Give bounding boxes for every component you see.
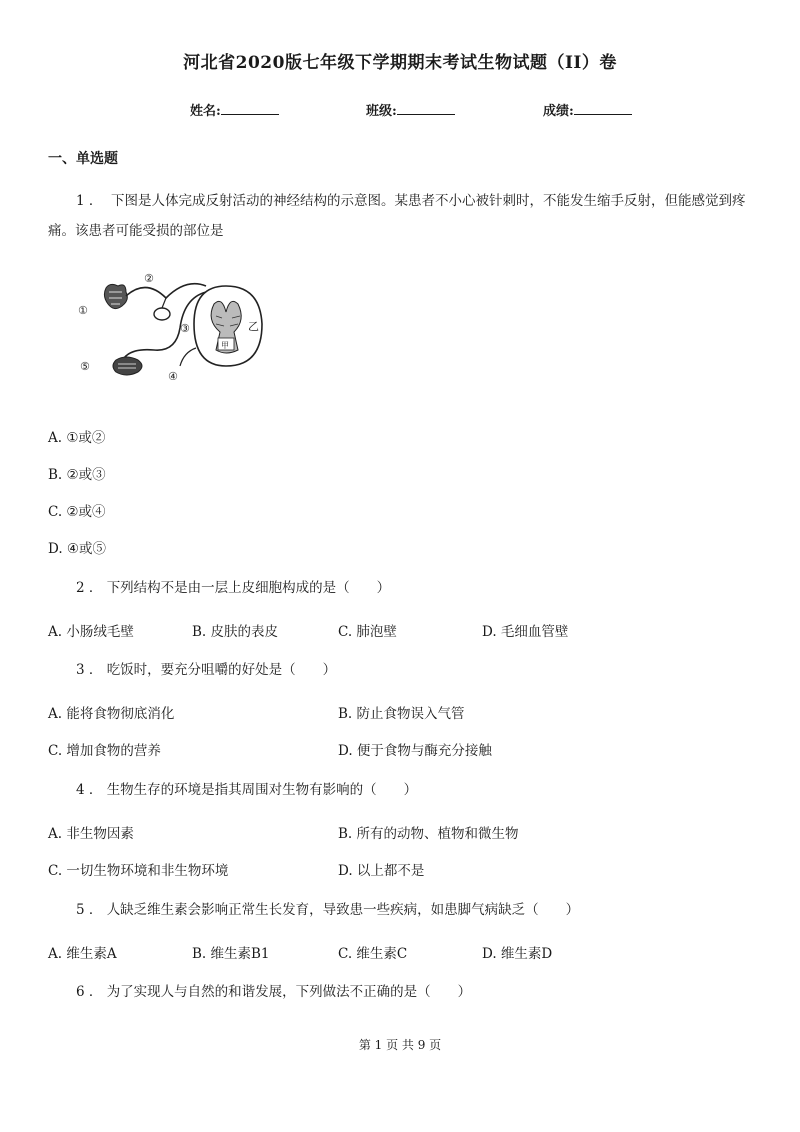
page-footer: 第 1 页 共 9 页 (358, 1038, 442, 1052)
option-a[interactable]: A. 小肠绒毛壁 (48, 624, 134, 640)
section-heading: 一、单选题 (48, 151, 118, 167)
option-b[interactable]: B. 皮肤的表皮 (192, 624, 279, 640)
option-c[interactable]: C. 肺泡壁 (338, 624, 397, 640)
receptor (104, 284, 127, 308)
class-label: 班级: (366, 104, 397, 119)
question-text: 为了实现人与自然的和谐发展，下列做法不正确的是（ ） (106, 984, 472, 1000)
question-5 (48, 895, 758, 925)
option-b[interactable]: B. 防止食物误入气管 (338, 706, 465, 722)
question-2 (48, 573, 758, 603)
question-4 (48, 775, 758, 805)
option-d[interactable]: D. 维生素D (482, 946, 553, 962)
question-number: 1 ． (76, 193, 103, 209)
option-b[interactable]: B. 所有的动物、植物和微生物 (338, 826, 519, 842)
option-d[interactable]: D. 毛细血管壁 (482, 624, 569, 640)
option-b[interactable]: B. ②或③ (48, 467, 106, 483)
class-blank[interactable] (397, 102, 455, 115)
score-blank[interactable] (574, 102, 632, 115)
option-a[interactable]: A. 维生素A (48, 946, 117, 962)
question-number: 3 ． (76, 662, 103, 678)
question-number: 6 ． (76, 984, 103, 1000)
figure-label: ⑤ (80, 360, 90, 373)
score-label: 成绩: (543, 104, 574, 119)
question-text: 生物生存的环境是指其周围对生物有影响的（ ） (106, 782, 418, 798)
reflex-arc-figure (76, 268, 276, 380)
figure-label: 乙 (248, 320, 259, 333)
question-text: 吃饭时，要充分咀嚼的好处是（ ） (106, 662, 337, 678)
figure-label: ① (78, 304, 88, 317)
option-b[interactable]: B. 维生素B1 (192, 946, 270, 962)
question-number: 2 ． (76, 580, 103, 596)
figure-label: ④ (168, 370, 178, 380)
option-c[interactable]: C. 增加食物的营养 (48, 743, 161, 759)
page-title: 河北省2020版七年级下学期期末考试生物试题（II）卷 (183, 53, 617, 73)
option-a[interactable]: A. 能将食物彻底消化 (48, 706, 175, 722)
question-number: 5 ． (76, 902, 103, 918)
question-6 (48, 977, 758, 1007)
figure-label: ② (144, 272, 154, 285)
question-text: 下图是人体完成反射活动的神经结构的示意图。某患者不小心被针刺时，不能发生缩手反射，但能感觉到疼痛。该患者可能受损的部位是 (48, 193, 746, 239)
name-label: 姓名: (190, 104, 221, 119)
option-d[interactable]: D. 以上都不是 (338, 863, 425, 879)
option-c[interactable]: C. 一切生物环境和非生物环境 (48, 863, 229, 879)
option-d[interactable]: D. 便于食物与酶充分接触 (338, 743, 492, 759)
option-a[interactable]: A. 非生物因素 (48, 826, 134, 842)
name-field (190, 100, 279, 119)
class-field (366, 100, 455, 119)
question-3 (48, 655, 758, 685)
question-number: 4 ． (76, 782, 103, 798)
question-text: 人缺乏维生素会影响正常生长发育，导致患一些疾病，如患脚气病缺乏（ ） (106, 902, 580, 918)
score-field (543, 100, 632, 119)
option-c[interactable]: C. 维生素C (338, 946, 408, 962)
option-d[interactable]: D. ④或⑤ (48, 541, 107, 557)
question-text: 下列结构不是由一层上皮细胞构成的是（ ） (106, 580, 391, 596)
name-blank[interactable] (221, 102, 279, 115)
effector (113, 357, 142, 375)
option-c[interactable]: C. ②或④ (48, 504, 106, 520)
question-1 (48, 186, 758, 246)
figure-label: ③ (180, 322, 190, 335)
figure-label: 甲 (221, 341, 229, 350)
option-a[interactable]: A. ①或② (48, 430, 106, 446)
